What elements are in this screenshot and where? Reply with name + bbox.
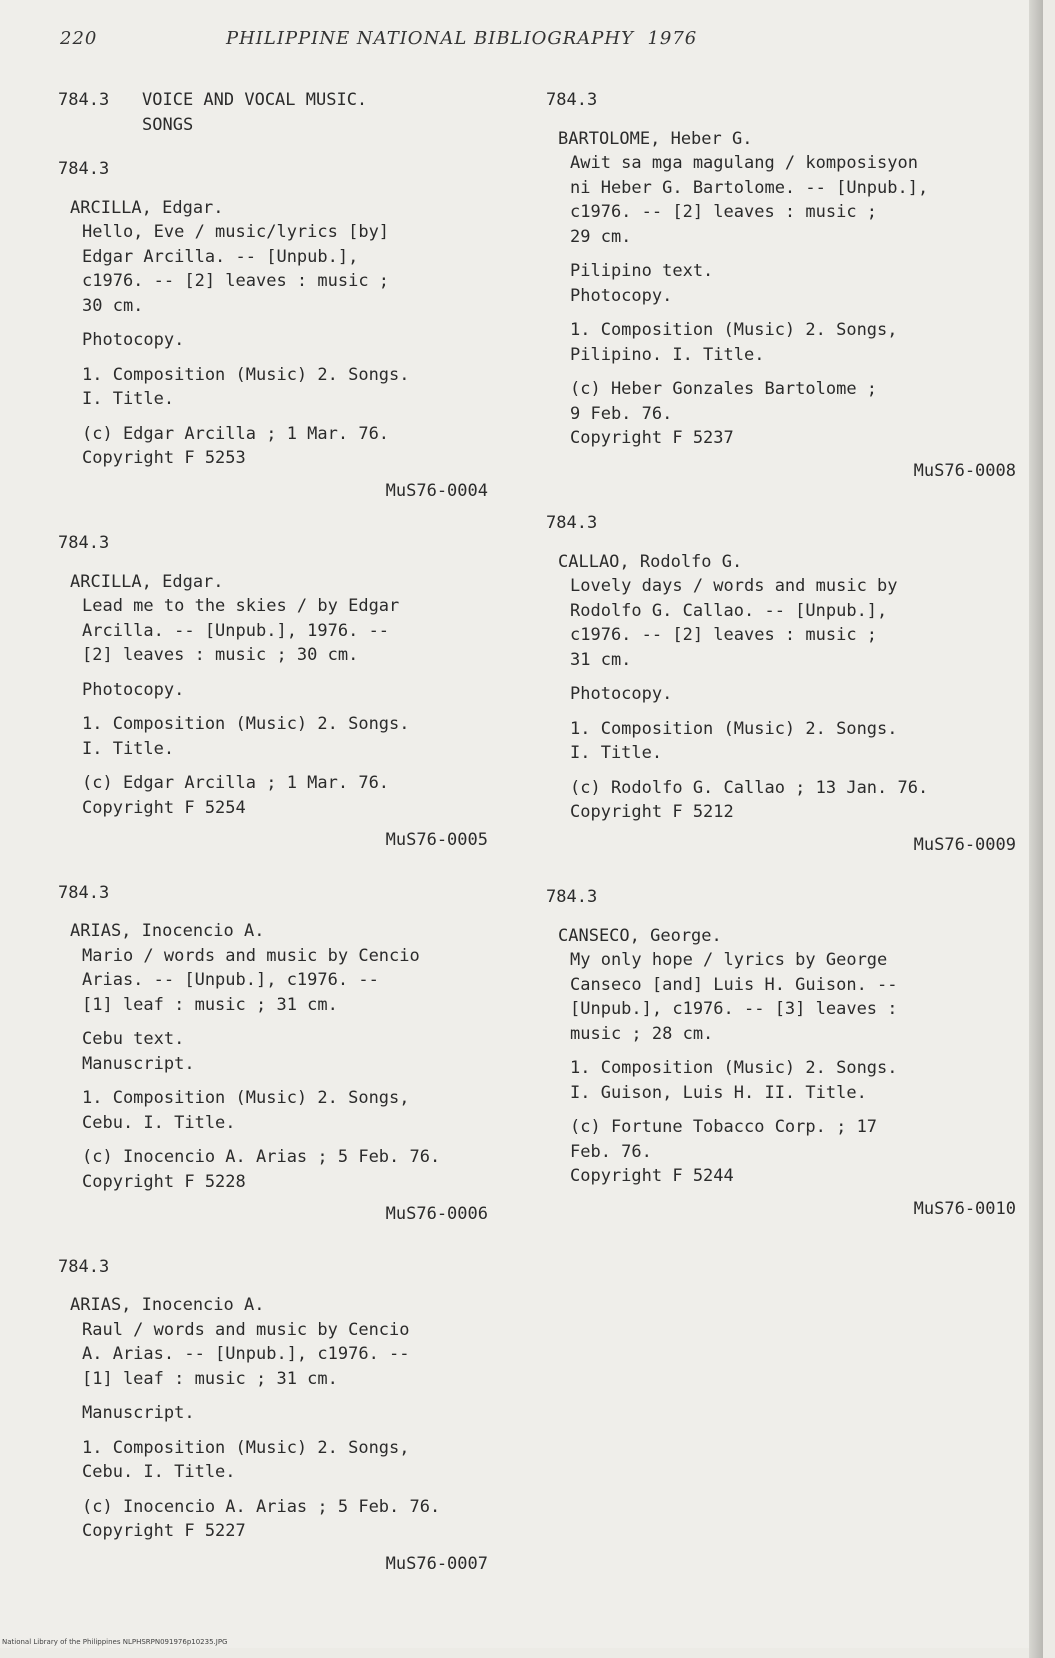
entry-note-line: I. Title. <box>82 389 175 409</box>
entry-note-line: (c) Heber Gonzales Bartolome ; <box>570 379 878 399</box>
section-heading-line1: VOICE AND VOCAL MUSIC. <box>142 90 368 110</box>
entry-note-block <box>58 771 488 820</box>
entry-title-line: A. Arias. -- [Unpub.], c1976. -- <box>82 1344 410 1364</box>
entry-note-line: 1. Composition (Music) 2. Songs. <box>570 718 898 739</box>
catalog-entry <box>58 531 488 853</box>
entry-author: ARIAS, Inocencio A. <box>70 921 265 941</box>
catalog-entry <box>58 1255 488 1577</box>
entry-note-block <box>58 363 488 412</box>
entry-note-line: 9 Feb. 76. <box>570 403 673 424</box>
image-source-footer: National Library of the Philippines NLPHSRPN091976p10235.JPG <box>2 1638 228 1646</box>
entry-title-line: [1] leaf : music ; 31 cm. <box>82 994 338 1015</box>
entry-note-block <box>58 1401 488 1426</box>
entry-note-block <box>546 259 1016 308</box>
entry-note-line: Copyright F 5212 <box>570 802 734 822</box>
entry-title-line: [1] leaf : music ; 31 cm. <box>82 1368 338 1389</box>
entry-title-line: Canseco [and] Luis H. Guison. -- <box>570 974 898 995</box>
entry-note-line: 1. Composition (Music) 2. Songs. <box>82 714 410 734</box>
entry-class-number: 784.3 <box>546 90 598 110</box>
entry-title-line: 30 cm. <box>82 295 144 316</box>
entry-title-line: Lead me to the skies / by Edgar <box>82 596 400 616</box>
right-column <box>546 88 1016 1249</box>
entry-title-line: [2] leaves : music ; 30 cm. <box>82 645 359 665</box>
entry-title-line: Edgar Arcilla. -- [Unpub.], <box>82 246 359 267</box>
entry-author: CALLAO, Rodolfo G. <box>558 551 743 572</box>
entry-title-line: Mario / words and music by Cencio <box>82 945 420 966</box>
entry-class-number: 784.3 <box>546 513 598 533</box>
entry-note-line: (c) Inocencio A. Arias ; 5 Feb. 76. <box>82 1147 441 1167</box>
catalog-entry <box>546 511 1016 857</box>
running-title-text: PHILIPPINE NATIONAL BIBLIOGRAPHY <box>226 28 634 49</box>
entry-title-line: Rodolfo G. Callao. -- [Unpub.], <box>570 600 888 621</box>
entry-note-block <box>58 712 488 761</box>
entry-title-line: 31 cm. <box>570 649 632 670</box>
entry-note-block <box>546 377 1016 451</box>
entry-note-block <box>58 1027 488 1076</box>
entry-registration-number: MuS76-0009 <box>913 834 1016 855</box>
left-entries <box>58 157 488 1576</box>
entry-title-line: My only hope / lyrics by George <box>570 950 888 970</box>
page-spine-shadow <box>1029 0 1043 1658</box>
entry-note-block <box>546 1056 1016 1105</box>
entry-note-block <box>58 328 488 353</box>
entry-note-block <box>546 776 1016 825</box>
entry-class-number: 784.3 <box>58 1256 110 1277</box>
entry-note-line: Cebu. I. Title. <box>82 1462 236 1482</box>
right-entries <box>546 88 1016 1221</box>
entry-note-line: Cebu text. <box>82 1029 185 1049</box>
entry-author: CANSECO, George. <box>558 925 722 946</box>
entry-note-line: 1. Composition (Music) 2. Songs. <box>82 364 410 385</box>
entry-registration-number: MuS76-0008 <box>913 460 1016 481</box>
entry-registration-number: MuS76-0006 <box>385 1204 488 1224</box>
section-heading-line2: SONGS <box>142 114 194 135</box>
entry-note-line: Photocopy. <box>82 679 185 700</box>
entry-note-line: Photocopy. <box>570 684 673 704</box>
entry-note-line: Feb. 76. <box>570 1141 652 1162</box>
entry-note-line: (c) Edgar Arcilla ; 1 Mar. 76. <box>82 773 390 793</box>
left-column <box>58 88 488 1604</box>
entry-title-line: Arias. -- [Unpub.], c1976. -- <box>82 970 379 990</box>
entry-note-line: I. Title. <box>82 738 175 759</box>
entry-note-block <box>58 422 488 471</box>
running-title <box>226 28 697 49</box>
entry-note-line: 1. Composition (Music) 2. Songs. <box>570 1058 898 1078</box>
entry-note-line: 1. Composition (Music) 2. Songs, <box>570 320 898 340</box>
entry-class-number: 784.3 <box>58 533 110 553</box>
section-class-number: 784.3 <box>58 90 110 110</box>
entry-note-block <box>58 1086 488 1135</box>
entry-note-line: Pilipino. I. Title. <box>570 344 765 365</box>
entry-class-number: 784.3 <box>546 887 598 907</box>
entry-title-line: ni Heber G. Bartolome. -- [Unpub.], <box>570 177 929 198</box>
entry-registration-number: MuS76-0005 <box>385 830 488 850</box>
catalog-entry <box>546 885 1016 1221</box>
entry-title-line: Raul / words and music by Cencio <box>82 1319 410 1340</box>
entry-note-line: (c) Fortune Tobacco Corp. ; 17 <box>570 1117 878 1137</box>
entry-note-block <box>58 1145 488 1194</box>
entry-registration-number: MuS76-0004 <box>385 480 488 501</box>
entry-title-line: c1976. -- [2] leaves : music ; <box>82 271 390 291</box>
entry-author: ARCILLA, Edgar. <box>70 571 224 592</box>
entry-author: ARCILLA, Edgar. <box>70 197 224 218</box>
catalog-entry <box>58 157 488 503</box>
entry-class-number: 784.3 <box>58 159 110 179</box>
entry-title-line: [Unpub.], c1976. -- [3] leaves : <box>570 999 898 1019</box>
entry-note-line: Copyright F 5228 <box>82 1171 246 1192</box>
entry-class-number: 784.3 <box>58 882 110 903</box>
entry-note-block <box>546 682 1016 707</box>
entry-note-block <box>58 678 488 703</box>
section-heading <box>58 88 488 137</box>
entry-note-line: Manuscript. <box>82 1403 195 1423</box>
catalog-entry <box>546 88 1016 483</box>
entry-title-line: Lovely days / words and music by <box>570 576 898 596</box>
entry-note-line: Copyright F 5237 <box>570 428 734 448</box>
entry-registration-number: MuS76-0007 <box>385 1553 488 1574</box>
entry-note-line: I. Title. <box>570 743 663 763</box>
entry-note-line: 1. Composition (Music) 2. Songs, <box>82 1437 410 1458</box>
entry-note-line: (c) Edgar Arcilla ; 1 Mar. 76. <box>82 423 390 444</box>
entry-note-line: Manuscript. <box>82 1053 195 1074</box>
entry-note-line: Photocopy. <box>570 285 673 306</box>
entry-note-line: Photocopy. <box>82 330 185 350</box>
entry-title-line: 29 cm. <box>570 226 632 247</box>
entry-note-line: (c) Rodolfo G. Callao ; 13 Jan. 76. <box>570 777 929 798</box>
entry-author: ARIAS, Inocencio A. <box>70 1295 265 1315</box>
entry-author: BARTOLOME, Heber G. <box>558 128 753 149</box>
entry-note-block <box>546 717 1016 766</box>
page-number: 220 <box>60 28 98 49</box>
entry-note-line: 1. Composition (Music) 2. Songs, <box>82 1088 410 1108</box>
entry-title-line: Awit sa mga magulang / komposisyon <box>570 153 918 173</box>
entry-title-line: Hello, Eve / music/lyrics [by] <box>82 222 390 242</box>
entry-title-line: c1976. -- [2] leaves : music ; <box>570 625 878 645</box>
entry-note-line: Copyright F 5254 <box>82 797 246 818</box>
entry-title-line: c1976. -- [2] leaves : music ; <box>570 202 878 222</box>
entry-note-block <box>546 318 1016 367</box>
entry-note-line: Cebu. I. Title. <box>82 1112 236 1133</box>
running-title-year: 1976 <box>647 28 698 49</box>
entry-title-line: Arcilla. -- [Unpub.], 1976. -- <box>82 620 390 641</box>
entry-note-block <box>58 1436 488 1485</box>
entry-note-line: I. Guison, Luis H. II. Title. <box>570 1082 867 1103</box>
entry-note-line: Copyright F 5253 <box>82 448 246 468</box>
entry-note-line: Copyright F 5227 <box>82 1521 246 1541</box>
entry-note-block <box>546 1115 1016 1189</box>
entry-note-block <box>58 1495 488 1544</box>
entry-registration-number: MuS76-0010 <box>913 1198 1016 1219</box>
entry-note-line: Pilipino text. <box>570 261 714 281</box>
entry-title-line: music ; 28 cm. <box>570 1023 714 1044</box>
entry-note-line: Copyright F 5244 <box>570 1166 734 1186</box>
entry-note-line: (c) Inocencio A. Arias ; 5 Feb. 76. <box>82 1496 441 1517</box>
catalog-entry <box>58 881 488 1227</box>
